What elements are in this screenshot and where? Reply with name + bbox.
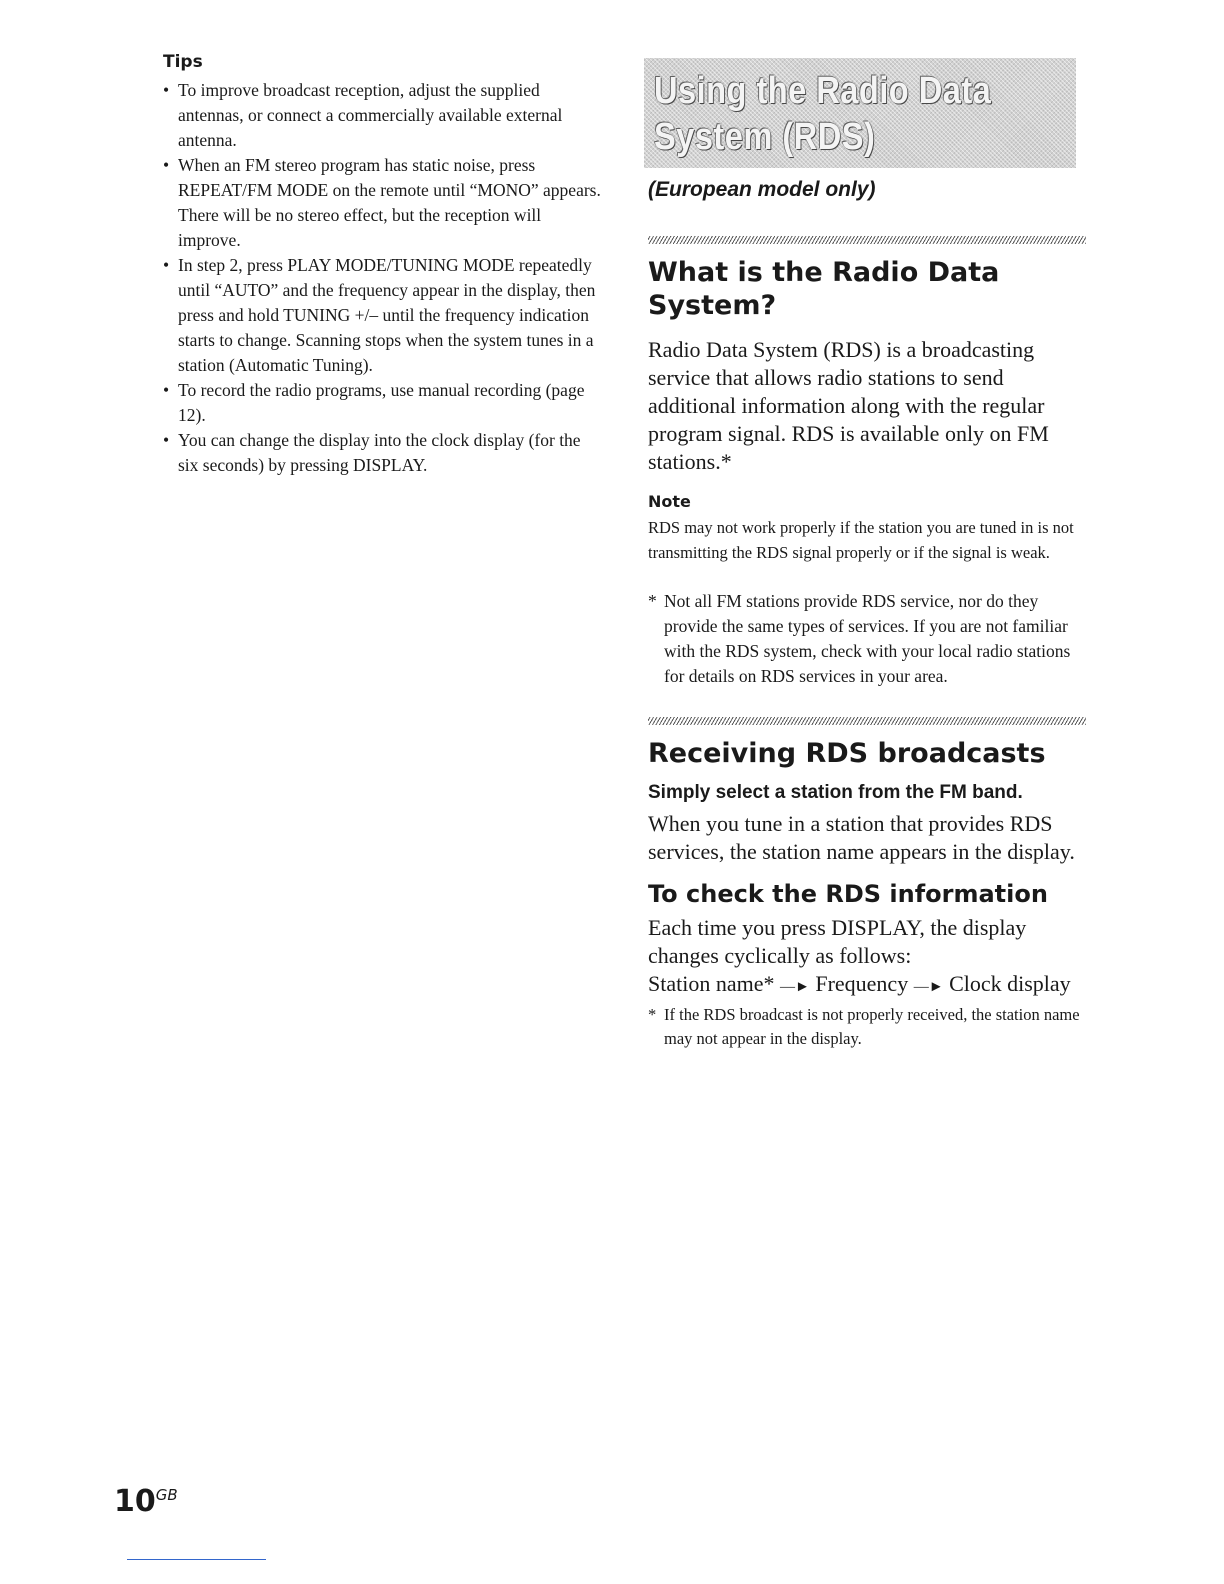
footnote-text: Not all FM stations provide RDS service, nor do they provide the same types of services. If you are not familiar with the RDS system, check with your local radio stations for details on RDS services in your area. [664,591,1071,686]
section-divider [648,717,1086,725]
receiving-instruction: Simply select a station from the FM band. [648,782,1023,803]
arrow-right-icon: —► [913,979,944,995]
sequence-step: Clock display [949,971,1071,996]
tip-text: In step 2, press PLAY MODE/TUNING MODE repeatedly until “AUTO” and the frequency appear in the display, then press and hold TUNING +/– until the frequency indication starts to change. Scanning stops when the system tunes in a station (Automatic Tuning). [178,255,596,375]
tip-item: • In step 2, press PLAY MODE/TUNING MODE repeatedly until “AUTO” and the frequency appear in the display, then press and hold TUNING +/– until the frequency indication starts to change. Scanning stops when the system tunes in a station (Automatic Tuning). [163,255,596,375]
heading-line-1: What is the Radio Data [648,257,1000,288]
display-footnote [648,1003,1088,1051]
rds-column [648,58,1088,1051]
model-note: (European model only) [648,178,876,201]
rds-description: Radio Data System (RDS) is a broadcasting service that allows radio stations to send additional information along with the regular program signal. RDS is available only on FM stations.* [648,337,1049,474]
section-heading-what-is-rds [648,256,1088,322]
tips-column [163,52,603,478]
tip-text: To improve broadcast reception, adjust the supplied antennas, or connect a commercially available external antenna. [178,80,563,150]
page-number-suffix: GB [155,1486,178,1504]
receiving-description: When you tune in a station that provides RDS services, the station name appears in the display. [648,811,1075,864]
sequence-step: Frequency [815,971,909,996]
banner-title-line-1: Using the Radio Data [654,70,992,112]
sequence-step: Station name* [648,971,775,996]
tip-text: You can change the display into the clock display (for the six seconds) by pressing DISPLAY. [178,430,581,475]
display-sequence [648,970,1088,1001]
check-rds-description: Each time you press DISPLAY, the display changes cyclically as follows: [648,915,1027,968]
arrow-right-icon: —► [779,979,810,995]
tip-item: • You can change the display into the clock display (for the six seconds) by pressing DISPLAY. [163,430,581,475]
banner-title-line-2: System (RDS) [654,116,876,158]
rds-footnote [648,589,1088,689]
section-heading-receiving-rds: Receiving RDS broadcasts [648,738,1046,769]
tips-heading: Tips [163,52,203,72]
check-rds-heading: To check the RDS information [648,880,1048,908]
heading-line-2: System? [648,290,777,321]
tip-item: • To improve broadcast reception, adjust the supplied antennas, or connect a commercially available external antenna. [163,80,563,150]
footnote-text: If the RDS broadcast is not properly received, the station name may not appear in the display. [664,1005,1080,1048]
tips-list [163,78,603,478]
tip-text: When an FM stereo program has static noise, press REPEAT/FM MODE on the remote until “MONO” appears. There will be no stereo effect, but the reception will improve. [178,155,601,250]
note-heading: Note [648,492,691,511]
note-body: RDS may not work properly if the station you are tuned in is not transmitting the RDS signal properly or if the signal is weak. [648,518,1074,562]
section-divider [648,236,1086,244]
tip-item: • To record the radio programs, use manual recording (page 12). [163,380,585,425]
page-number [114,1484,178,1519]
section-title-banner [644,58,1076,168]
footnote-star: * [648,591,657,611]
tip-text: To record the radio programs, use manual recording (page 12). [178,380,585,425]
footnote-star: * [648,1005,657,1024]
bottom-rule [127,1559,266,1560]
tip-item: • When an FM stereo program has static noise, press REPEAT/FM MODE on the remote until “MONO” appears. There will be no stereo effect, but the reception will improve. [163,155,601,250]
page-number-value: 10 [114,1484,156,1519]
